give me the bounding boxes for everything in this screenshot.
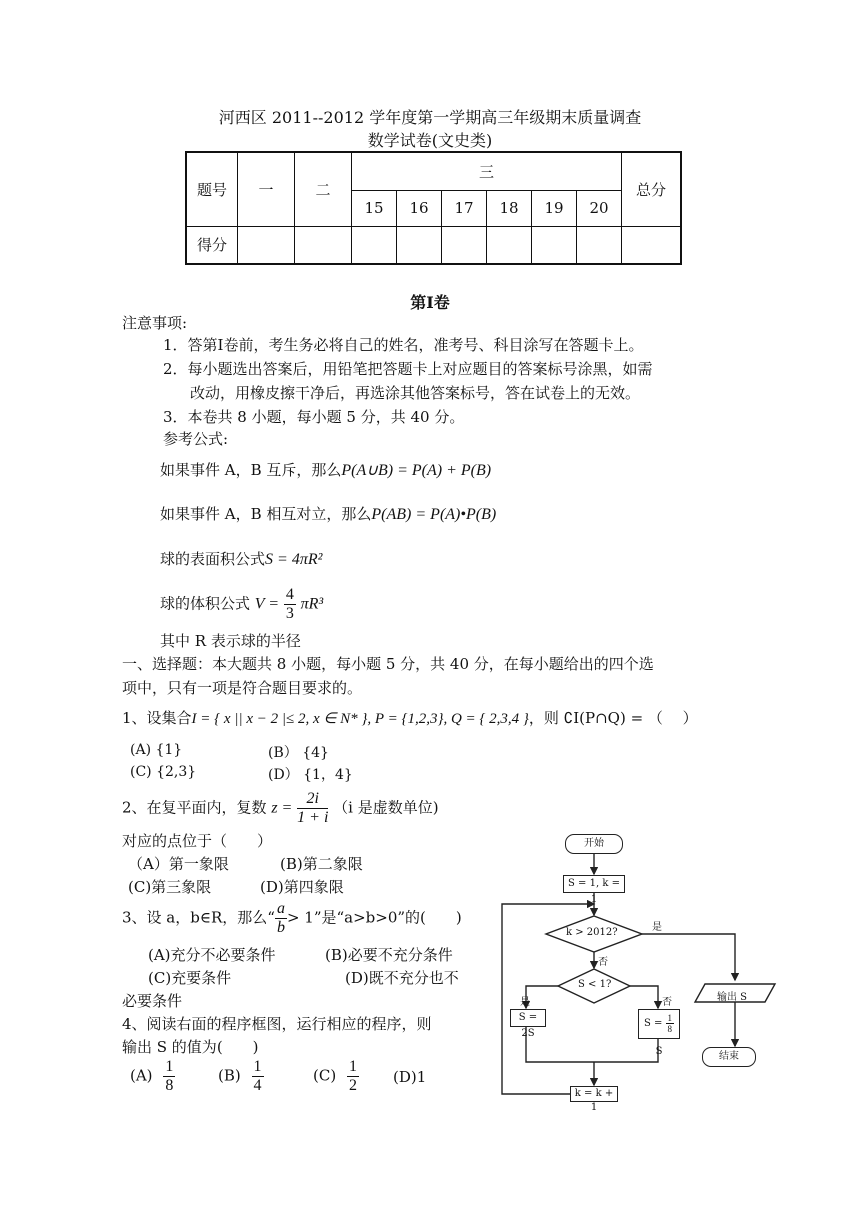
flowchart: [490, 820, 790, 1113]
exam-title: 河西区 2011--2012 学年度第一学期高三年级期末质量调查: [218, 108, 642, 127]
flowchart-increment-k: k = k + 1: [570, 1086, 618, 1102]
section-title: 第Ⅰ卷: [410, 293, 450, 312]
question-1-stem: 1、设集合I = { x || x − 2 |≤ 2, x ∈ N* }, P = {1,2,3}, Q = { 2,3,4 }，则 ∁I(P∩Q) = （ ）: [122, 709, 698, 727]
q4-option-d[interactable]: (D)1: [393, 1068, 427, 1086]
q2-option-d[interactable]: (D)第四象限: [260, 878, 344, 896]
fraction-4-3: $\frac{4}{3}$: [285, 586, 294, 622]
formula-independent: 如果事件 A，B 相互对立，那么P(AB) = P(A)•P(B): [160, 505, 497, 523]
formula-heading: 参考公式:: [163, 430, 229, 448]
col-total: 总分: [622, 152, 682, 226]
q2-option-b[interactable]: (B)第二象限: [280, 855, 363, 873]
fraction-1-2: $\frac{1}{2}$: [348, 1058, 357, 1094]
part1-instructions: 一、选择题：本大题共 8 小题，每小题 5 分，共 40 分，在每小题给出的四个选: [122, 655, 654, 673]
col-part-1: 一: [238, 152, 295, 226]
part1-instructions-cont: 项中，只有一项是符合题目要求的。: [122, 679, 363, 697]
score-cell[interactable]: [577, 226, 622, 264]
flowchart-end: 结束: [702, 1047, 756, 1067]
flowchart-scale-s: S = $\frac{1}{8}$ S: [638, 1009, 680, 1039]
notes-heading: 注意事项:: [122, 314, 188, 332]
fraction-2i-over-1plusi: $\frac{2i}{1 + i}$: [297, 790, 329, 826]
col-q16: 16: [397, 190, 442, 226]
formula-sphere-volume: 球的体积公式 V = $\frac{4}{3}$ πR³: [160, 586, 324, 622]
q2-option-a[interactable]: （A）第一象限: [128, 855, 229, 873]
flowchart-no2: 否: [662, 997, 672, 1008]
score-cell[interactable]: [532, 226, 577, 264]
flowchart-init: S = 1, k = 1: [563, 875, 625, 893]
flowchart-output: 输出 S: [717, 992, 748, 1003]
q1-option-d[interactable]: (D） {1，4}: [268, 767, 353, 783]
score-cell[interactable]: [295, 226, 352, 264]
score-cell[interactable]: [622, 226, 682, 264]
q3-option-b[interactable]: (B)必要不充分条件: [325, 946, 453, 964]
score-cell[interactable]: [352, 226, 397, 264]
q3-option-d[interactable]: (D)既不充分也不: [345, 969, 459, 987]
q4-option-c[interactable]: (C) $\frac{1}{2}$: [313, 1058, 357, 1094]
score-cell[interactable]: [238, 226, 295, 264]
formula-sphere-area: 球的表面积公式S = 4πR²: [160, 550, 323, 568]
flowchart-no1: 否: [598, 957, 608, 968]
flowchart-yes1: 是: [652, 922, 662, 933]
score-cell[interactable]: [442, 226, 487, 264]
formula-exclusive: 如果事件 A，B 互斥，那么P(A∪B) = P(A) + P(B): [160, 461, 492, 479]
flowchart-cond2: S < 1?: [578, 979, 612, 990]
row-label-score: 得分: [186, 226, 238, 264]
note-item-2-cont: 改动，用橡皮擦干净后，再选涂其他答案标号，答在试卷上的无效。: [190, 384, 641, 402]
fraction-a-over-b: $\frac{a}{b}$: [276, 900, 285, 936]
q1-option-b[interactable]: (B） {4}: [268, 745, 329, 761]
flowchart-start: 开始: [565, 834, 623, 854]
q4-option-a[interactable]: (A) $\frac{1}{8}$: [130, 1058, 174, 1094]
q3-option-c[interactable]: (C)充要条件: [148, 969, 232, 987]
question-2-stem: 2、在复平面内，复数 z = $\frac{2i}{1 + i}$ （i 是虚数单位): [122, 790, 439, 826]
flowchart-yes2: 是: [520, 997, 530, 1008]
flowchart-cond1: k > 2012?: [566, 927, 618, 938]
question-4-stem-cont: 输出 S 的值为( ): [122, 1038, 259, 1056]
col-q17: 17: [442, 190, 487, 226]
fraction-1-4: $\frac{1}{4}$: [253, 1058, 262, 1094]
exam-subtitle: 数学试卷(文史类): [367, 131, 493, 150]
note-item-1: 1．答第Ⅰ卷前，考生务必将自己的姓名，准考号、科目涂写在答题卡上。: [163, 336, 644, 354]
col-part-3: 三: [352, 152, 622, 190]
col-q20: 20: [577, 190, 622, 226]
col-part-2: 二: [295, 152, 352, 226]
q1-option-a[interactable]: (A) {1}: [130, 742, 183, 758]
row-label-question-no: 题号: [186, 152, 238, 226]
formula-note: 其中 R 表示球的半径: [160, 632, 301, 650]
fraction-1-8: $\frac{1}{8}$: [165, 1058, 174, 1094]
flowchart-double-s: S = 2S: [510, 1009, 546, 1027]
col-q18: 18: [487, 190, 532, 226]
q2-option-c[interactable]: (C)第三象限: [128, 878, 212, 896]
score-cell[interactable]: [487, 226, 532, 264]
question-4-stem: 4、阅读右面的程序框图，运行相应的程序，则: [122, 1015, 432, 1033]
score-cell[interactable]: [397, 226, 442, 264]
note-item-2: 2．每小题选出答案后，用铅笔把答题卡上对应题目的答案标号涂黑，如需: [163, 360, 653, 378]
note-item-3: 3．本卷共 8 小题，每小题 5 分，共 40 分。: [163, 408, 465, 426]
col-q19: 19: [532, 190, 577, 226]
q1-option-c[interactable]: (C) {2,3}: [130, 764, 197, 780]
score-table: [185, 151, 682, 265]
q4-option-b[interactable]: (B) $\frac{1}{4}$: [218, 1058, 262, 1094]
question-2-stem-cont: 对应的点位于（ ）: [122, 832, 273, 850]
col-q15: 15: [352, 190, 397, 226]
question-3-stem: 3、设 a，b∈R，那么“ $\frac{a}{b}$ > 1”是“a>b>0”的( ): [122, 900, 462, 936]
q3-option-d-cont: 必要条件: [122, 992, 183, 1010]
q3-option-a[interactable]: (A)充分不必要条件: [148, 946, 276, 964]
